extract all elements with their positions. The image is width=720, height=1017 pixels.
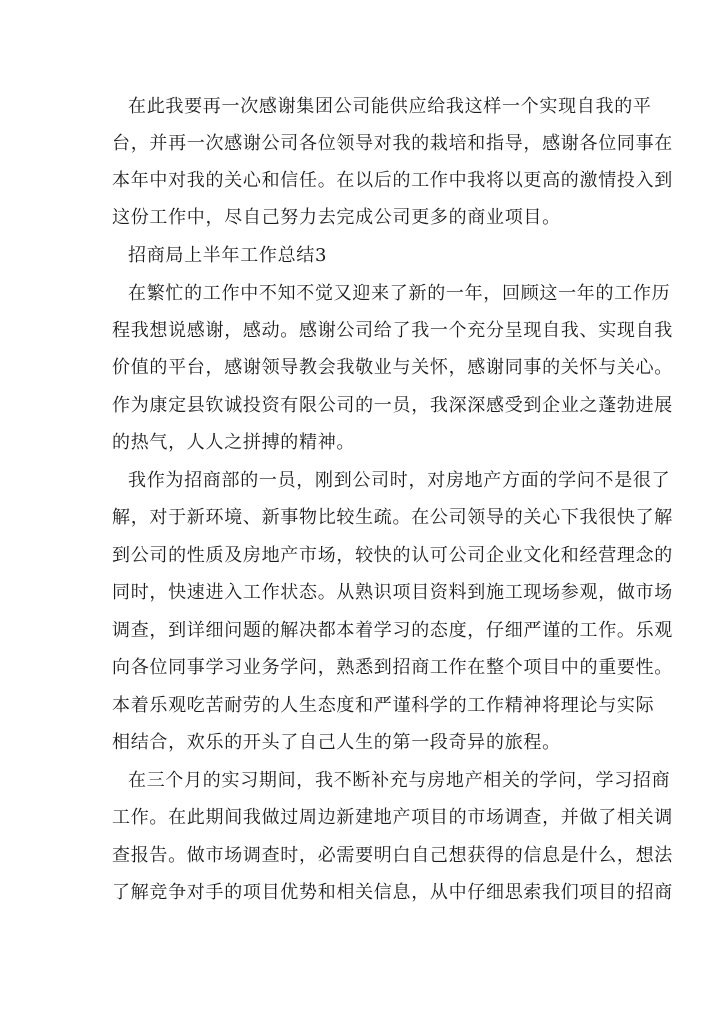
paragraph-line: 在三个月的实习期间，我不断补充与房地产相关的学问，学习招商: [128, 770, 671, 791]
paragraph-line: 相结合，欢乐的开头了自己人生的第一段奇异的旅程。: [112, 732, 561, 753]
paragraph-line: 台，并再一次感谢公司各位领导对我的栽培和指导，感谢各位同事在: [112, 133, 673, 154]
paragraph-line: 查报告。做市场调查时，必需要明白自己想获得的信息是什么，想法: [112, 845, 673, 866]
paragraph-line: 工作。在此期间我做过周边新建地产项目的市场调查，并做了相关调: [112, 807, 673, 828]
paragraph-line: 这份工作中，尽自己努力去完成公司更多的商业项目。: [112, 207, 561, 228]
paragraph-line: 在此我要再一次感谢集团公司能供应给我这样一个实现自我的平: [128, 96, 652, 117]
paragraph-line: 作为康定县钦诚投资有限公司的一员，我深深感受到企业之蓬勃进展: [112, 395, 673, 416]
paragraph-line: 在繁忙的工作中不知不觉又迎来了新的一年，回顾这一年的工作历: [128, 283, 671, 304]
paragraph-line: 程我想说感谢，感动。感谢公司给了我一个充分呈现自我、实现自我: [112, 320, 673, 341]
paragraph-line: 的热气，人人之拼搏的精神。: [112, 432, 356, 453]
paragraph-line: 我作为招商部的一员，刚到公司时，对房地产方面的学问不是很了: [128, 470, 671, 491]
paragraph-line: 解，对于新环境、新事物比较生疏。在公司领导的关心下我很快了解: [112, 507, 673, 528]
paragraph-line: 本着乐观吃苦耐劳的人生态度和严谨科学的工作精神将理论与实际: [112, 695, 655, 716]
paragraph-line: 向各位同事学习业务学问，熟悉到招商工作在整个项目中的重要性。: [112, 657, 673, 678]
paragraph-line: 了解竞争对手的项目优势和相关信息，从中仔细思索我们项目的招商: [112, 882, 673, 903]
paragraph-line: 本年中对我的关心和信任。在以后的工作中我将以更高的激情投入到: [112, 170, 673, 191]
paragraph-line: 调查，到详细问题的解决都本着学习的态度，仔细严谨的工作。乐观: [112, 620, 673, 641]
section-heading: 招商局上半年工作总结3: [128, 245, 328, 266]
paragraph-line: 同时，快速进入工作状态。从熟识项目资料到施工现场参观，做市场: [112, 582, 673, 603]
paragraph-line: 到公司的性质及房地产市场，较快的认可公司企业文化和经营理念的: [112, 545, 673, 566]
paragraph-line: 价值的平台，感谢领导教会我敬业与关怀，感谢同事的关怀与关心。: [112, 357, 673, 378]
